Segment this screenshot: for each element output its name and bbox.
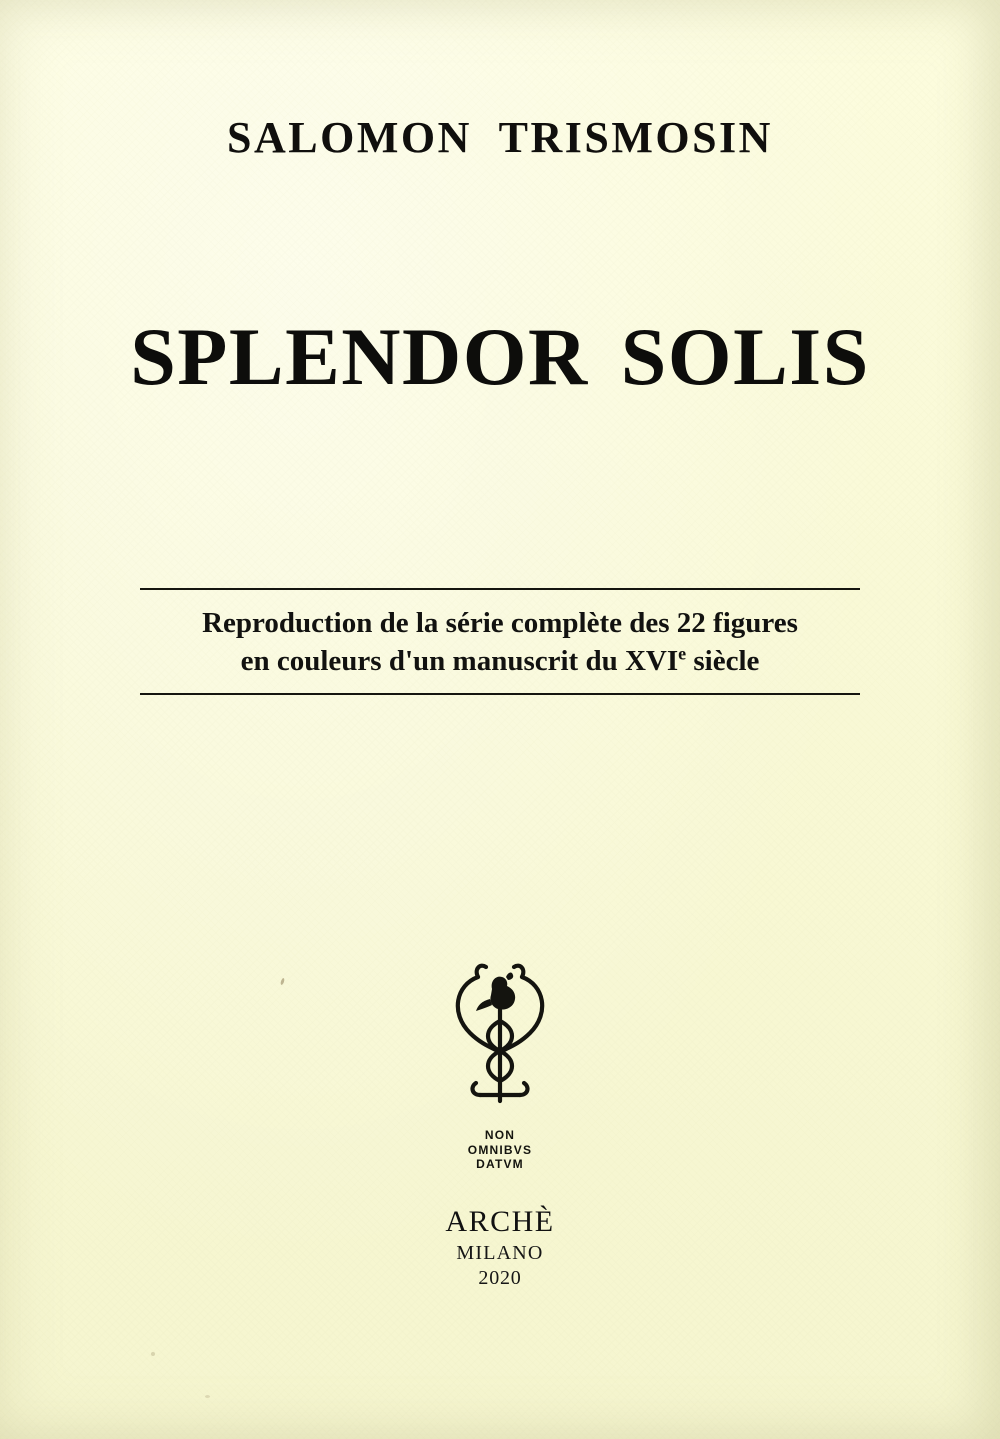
imprint-block: [0, 1205, 1000, 1290]
logo-motto: [0, 1128, 1000, 1172]
publication-year: 2020: [478, 1267, 522, 1289]
subtitle-line-1: Reproduction de la série complète des 22 figures: [202, 607, 798, 639]
ordinal-superscript: e: [678, 643, 687, 664]
motto-line-3: DATVM: [476, 1157, 524, 1172]
author-name: SALOMON TRISMOSIN: [227, 113, 773, 162]
paper-speck: [151, 1352, 155, 1356]
subtitle-block: [140, 588, 860, 695]
subtitle-text: [140, 590, 860, 681]
motto-line-1: NON: [484, 1128, 516, 1142]
subtitle-line-2-pre: en couleurs d'un manuscrit du XVI: [240, 645, 679, 678]
publisher-name: ARCHÈ: [445, 1205, 555, 1238]
book-title: SPLENDOR SOLIS: [130, 311, 870, 402]
subtitle-rule-bottom: [140, 693, 860, 695]
publisher-logo: [0, 955, 1000, 1125]
publisher-city: MILANO: [456, 1242, 544, 1264]
subtitle-line-2: [140, 642, 860, 680]
motto-line-2: OMNIBVS: [467, 1142, 533, 1157]
paper-speck: [205, 1395, 210, 1398]
caduceus-rooster-icon: [440, 955, 560, 1125]
subtitle-line-2-post: siècle: [686, 645, 760, 678]
